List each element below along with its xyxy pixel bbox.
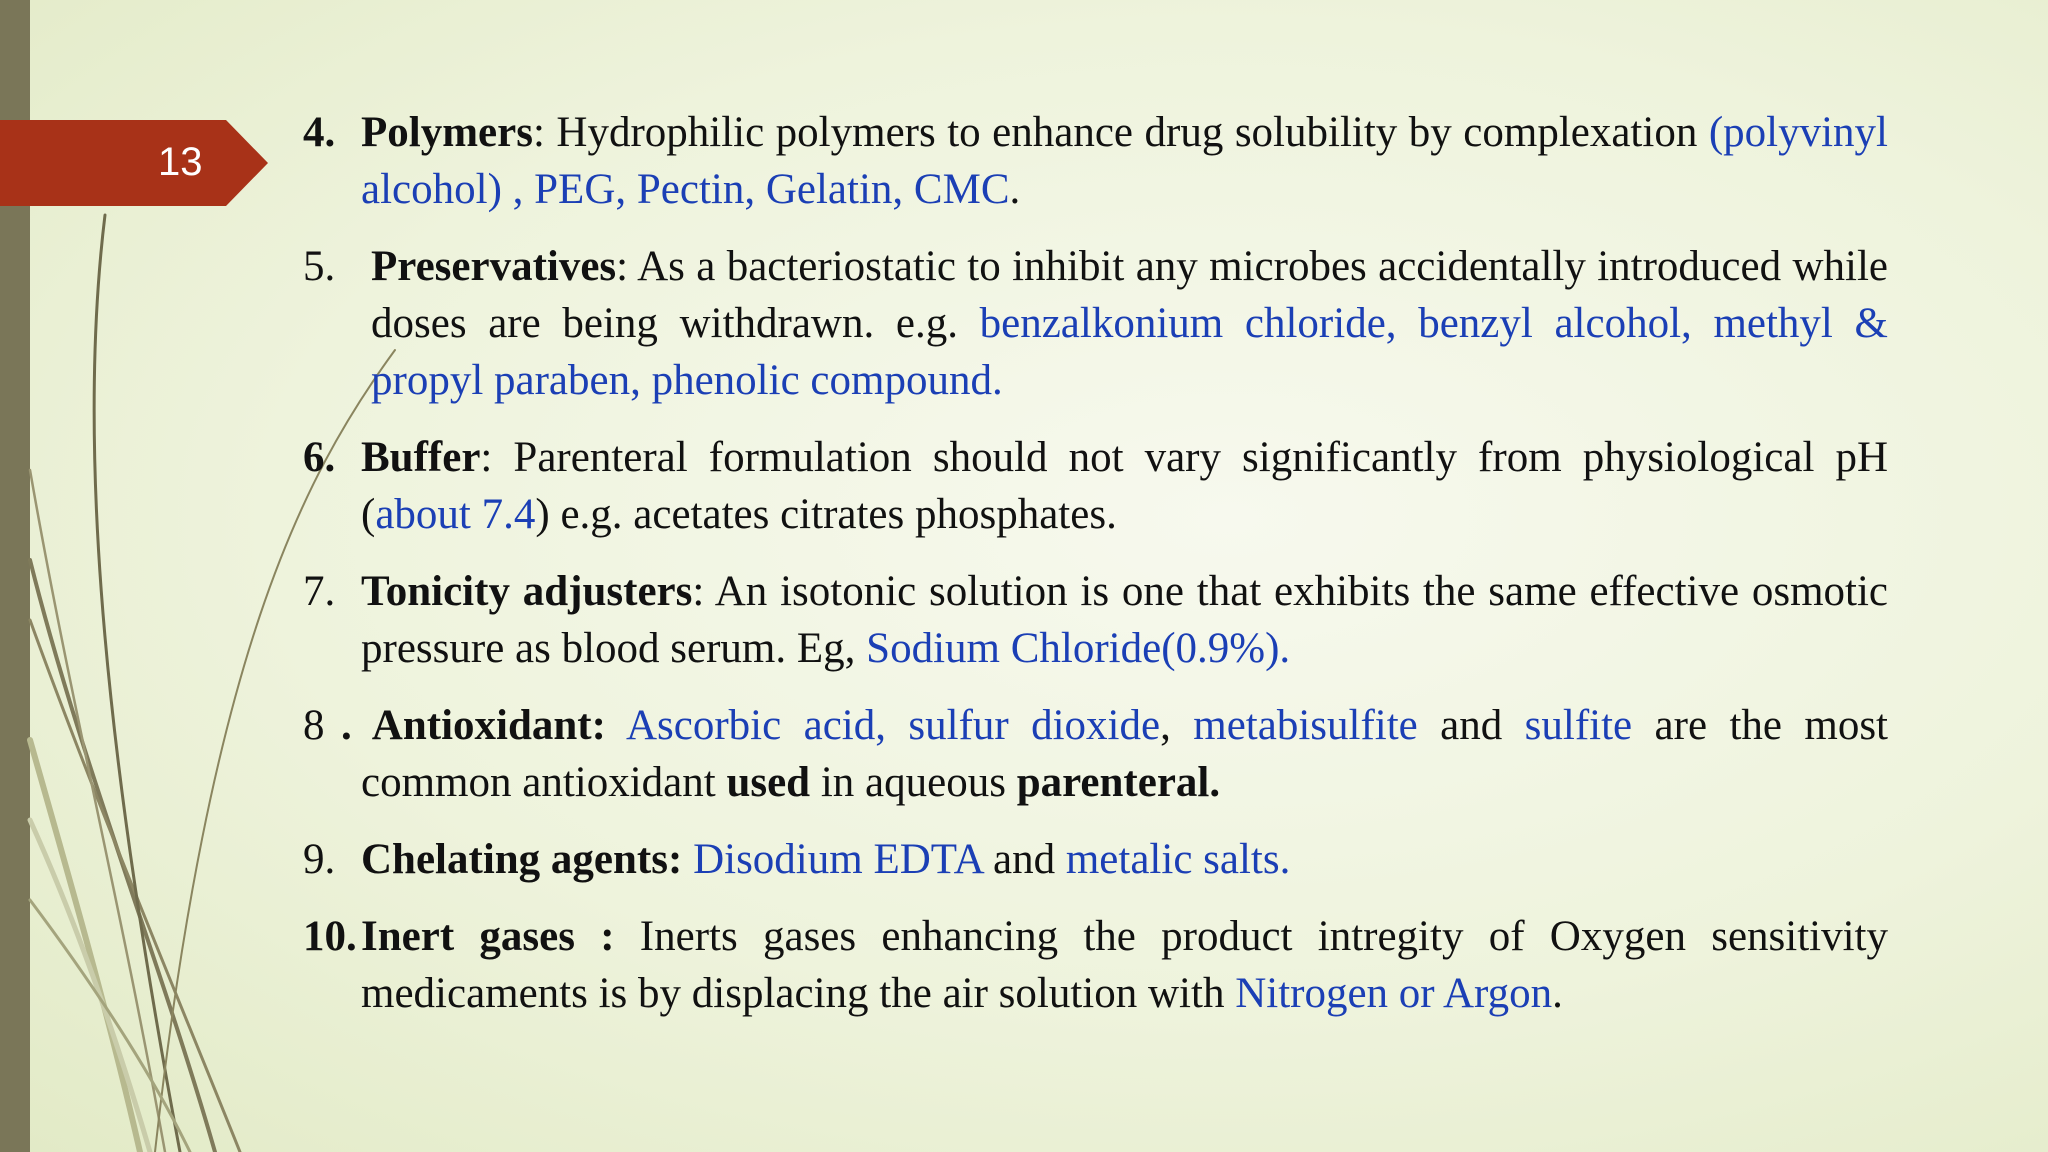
item-term: Tonicity adjusters <box>361 568 693 615</box>
item-text: Hydrophilic polymers to enhance drug solubility by complexation <box>544 109 1709 156</box>
item-text: An isotonic solution is one that exhibits the same effective osmotic pressure as blood serum. Eg, <box>361 568 1888 672</box>
item-text: As a bacteriostatic to inhibit any microbes accidentally introduced while doses are being withdrawn. e.g. <box>371 243 1888 347</box>
item-examples: (polyvinyl alcohol) , PEG, Pectin, Gelatin, CMC <box>361 109 1888 213</box>
slide-number-tab <box>0 120 268 206</box>
item-number: 10. <box>303 913 357 960</box>
item-example: Ascorbic acid, sulfur dioxide <box>625 702 1161 749</box>
slide-content <box>303 104 1888 1042</box>
item-example: metabisulfite <box>1193 702 1418 749</box>
item-number: 5. <box>303 243 336 290</box>
list-item-antioxidant: 8 . Antioxidant: Ascorbic acid, sulfur dioxide, metabisulfite and sulfite are the most common antioxidant used in aqueous parenteral. <box>303 697 1888 811</box>
list-item-polymers: 4. Polymers: Hydrophilic polymers to enhance drug solubility by complexation (polyvinyl alcohol) , PEG, Pectin, Gelatin, CMC. <box>303 104 1888 218</box>
item-number: 4. <box>303 109 336 156</box>
slide-number: 13 <box>158 140 203 184</box>
item-text: Parenteral formulation should not vary significantly from physiological pH ( <box>361 434 1888 538</box>
list-item-chelating-agents: 9. Chelating agents: Disodium EDTA and metalic salts. <box>303 831 1888 888</box>
list-item-inert-gases: 10. Inert gases : Inerts gases enhancing the product intregity of Oxygen sensitivity medicaments is by displacing the air solution with Nitrogen or Argon. <box>303 908 1888 1022</box>
item-text: Inerts gases enhancing the product intregity of Oxygen sensitivity medicaments is by displacing the air solution with <box>361 913 1888 1017</box>
list-item-preservatives: 5. Preservatives: As a bacteriostatic to inhibit any microbes accidentally introduced while doses are being withdrawn. e.g. benzalkonium chloride, benzyl alcohol, methyl & propyl paraben, phenolic compound. <box>303 238 1888 409</box>
item-example: sulfite <box>1524 702 1633 749</box>
item-term: Inert gases : <box>361 913 615 960</box>
item-examples: about 7.4 <box>375 491 536 538</box>
list-item-tonicity-adjusters: 7. Tonicity adjusters: An isotonic solution is one that exhibits the same effective osmotic pressure as blood serum. Eg, Sodium Chloride(0.9%). <box>303 563 1888 677</box>
item-example: Disodium EDTA <box>693 836 983 883</box>
list-item-buffer: 6. Buffer: Parenteral formulation should not vary significantly from physiological pH (about 7.4) e.g. acetates citrates phosphates. <box>303 429 1888 543</box>
item-term: Preservatives <box>371 243 617 290</box>
item-term: Chelating agents: <box>361 836 683 883</box>
item-number: 6. <box>303 434 336 481</box>
item-number: 7. <box>303 568 336 615</box>
item-example: metalic salts. <box>1065 836 1291 883</box>
item-examples: Nitrogen or Argon <box>1235 970 1553 1017</box>
item-text: are the most common antioxidant <box>361 702 1889 806</box>
item-term: Polymers <box>361 109 533 156</box>
item-number: 9. <box>303 836 336 883</box>
item-term: . Antioxidant: <box>341 702 606 749</box>
item-examples: benzalkonium chloride, benzyl alcohol, methyl & propyl paraben, phenolic compound. <box>371 300 1888 404</box>
item-term: Buffer <box>361 434 481 481</box>
item-number: 8 <box>303 702 325 749</box>
item-examples: Sodium Chloride(0.9%). <box>866 625 1291 672</box>
